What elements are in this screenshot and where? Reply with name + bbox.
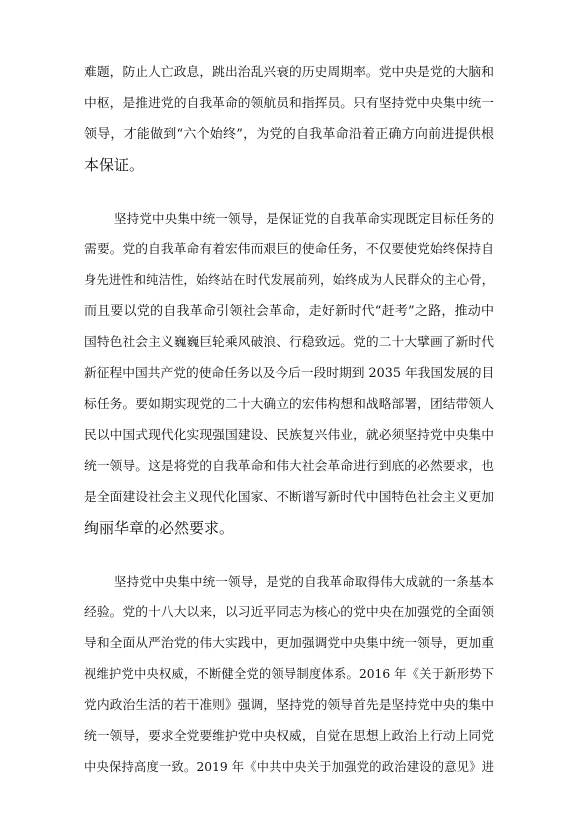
- text-line: 国特色社会主义巍巍巨轮乘风破浪、行稳致远。党的二十大擘画了新时代: [84, 335, 494, 350]
- text-line: 统一领导，要求全党要维护党中央权威，自觉在思想上政治上行动上同党: [84, 729, 494, 744]
- text-line: 难题，防止人亡政息，跳出治乱兴衰的历史周期率。党中央是党的大脑和: [84, 65, 494, 80]
- text-line: 坚持党中央集中统一领导，是保证党的自我革命实现既定目标任务的: [114, 211, 494, 226]
- text-line: 新征程中国共产党的使命任务以及今后一段时期到 2035 年我国发展的目: [84, 366, 494, 381]
- text-line: 民以中国式现代化实现强国建设、民族复兴伟业，就必须坚持党中央集中: [84, 428, 494, 443]
- text-line: 党内政治生活的若干准则》强调，坚持党的领导首先是坚持党中央的集中: [84, 698, 494, 713]
- text-line: 是全面建设社会主义现代化国家、不断谱写新时代中国特色社会主义更加: [84, 490, 494, 505]
- text-line: 需要。党的自我革命有着宏伟而艰巨的使命任务，不仅要使党始终保持自: [84, 242, 494, 257]
- text-line: 领导，才能做到“六个始终”，为党的自我革命沿着正确方向前进提供根: [84, 127, 494, 142]
- text-line: 标任务。要如期实现党的二十大确立的宏伟构想和战略部署，团结带领人: [84, 397, 494, 412]
- text-line: 绚丽华章的必然要求。: [84, 519, 235, 537]
- text-line: 而且要以党的自我革命引领社会革命，走好新时代“赶考”之路，推动中: [84, 304, 494, 319]
- paragraph-3: [84, 566, 494, 783]
- text-line: 本保证。: [84, 156, 145, 174]
- text-line: 身先进性和纯洁性，始终站在时代发展前列，始终成为人民群众的主心骨，: [84, 273, 494, 287]
- text-line: 经验。党的十八大以来，以习近平同志为核心的党中央在加强党的全面领: [84, 605, 494, 620]
- text-line: 坚持党中央集中统一领导，是党的自我革命取得伟大成就的一条基本: [114, 574, 494, 589]
- text-line: 导和全面从严治党的伟大实践中，更加强调党中央集中统一领导，更加重: [84, 636, 494, 651]
- text-line: 中央保持高度一致。2019 年《中共中央关于加强党的政治建设的意见》进: [84, 760, 494, 774]
- text-line: 统一领导。这是将党的自我革命和伟大社会革命进行到底的必然要求，也: [84, 459, 494, 474]
- paragraph-1: [84, 57, 494, 181]
- paragraph-2: [84, 203, 494, 544]
- text-line: 视维护党中央权威，不断健全党的领导制度体系。2016 年《关于新形势下: [84, 667, 494, 681]
- text-line: 中枢，是推进党的自我革命的领航员和指挥员。只有坚持党中央集中统一: [84, 96, 494, 111]
